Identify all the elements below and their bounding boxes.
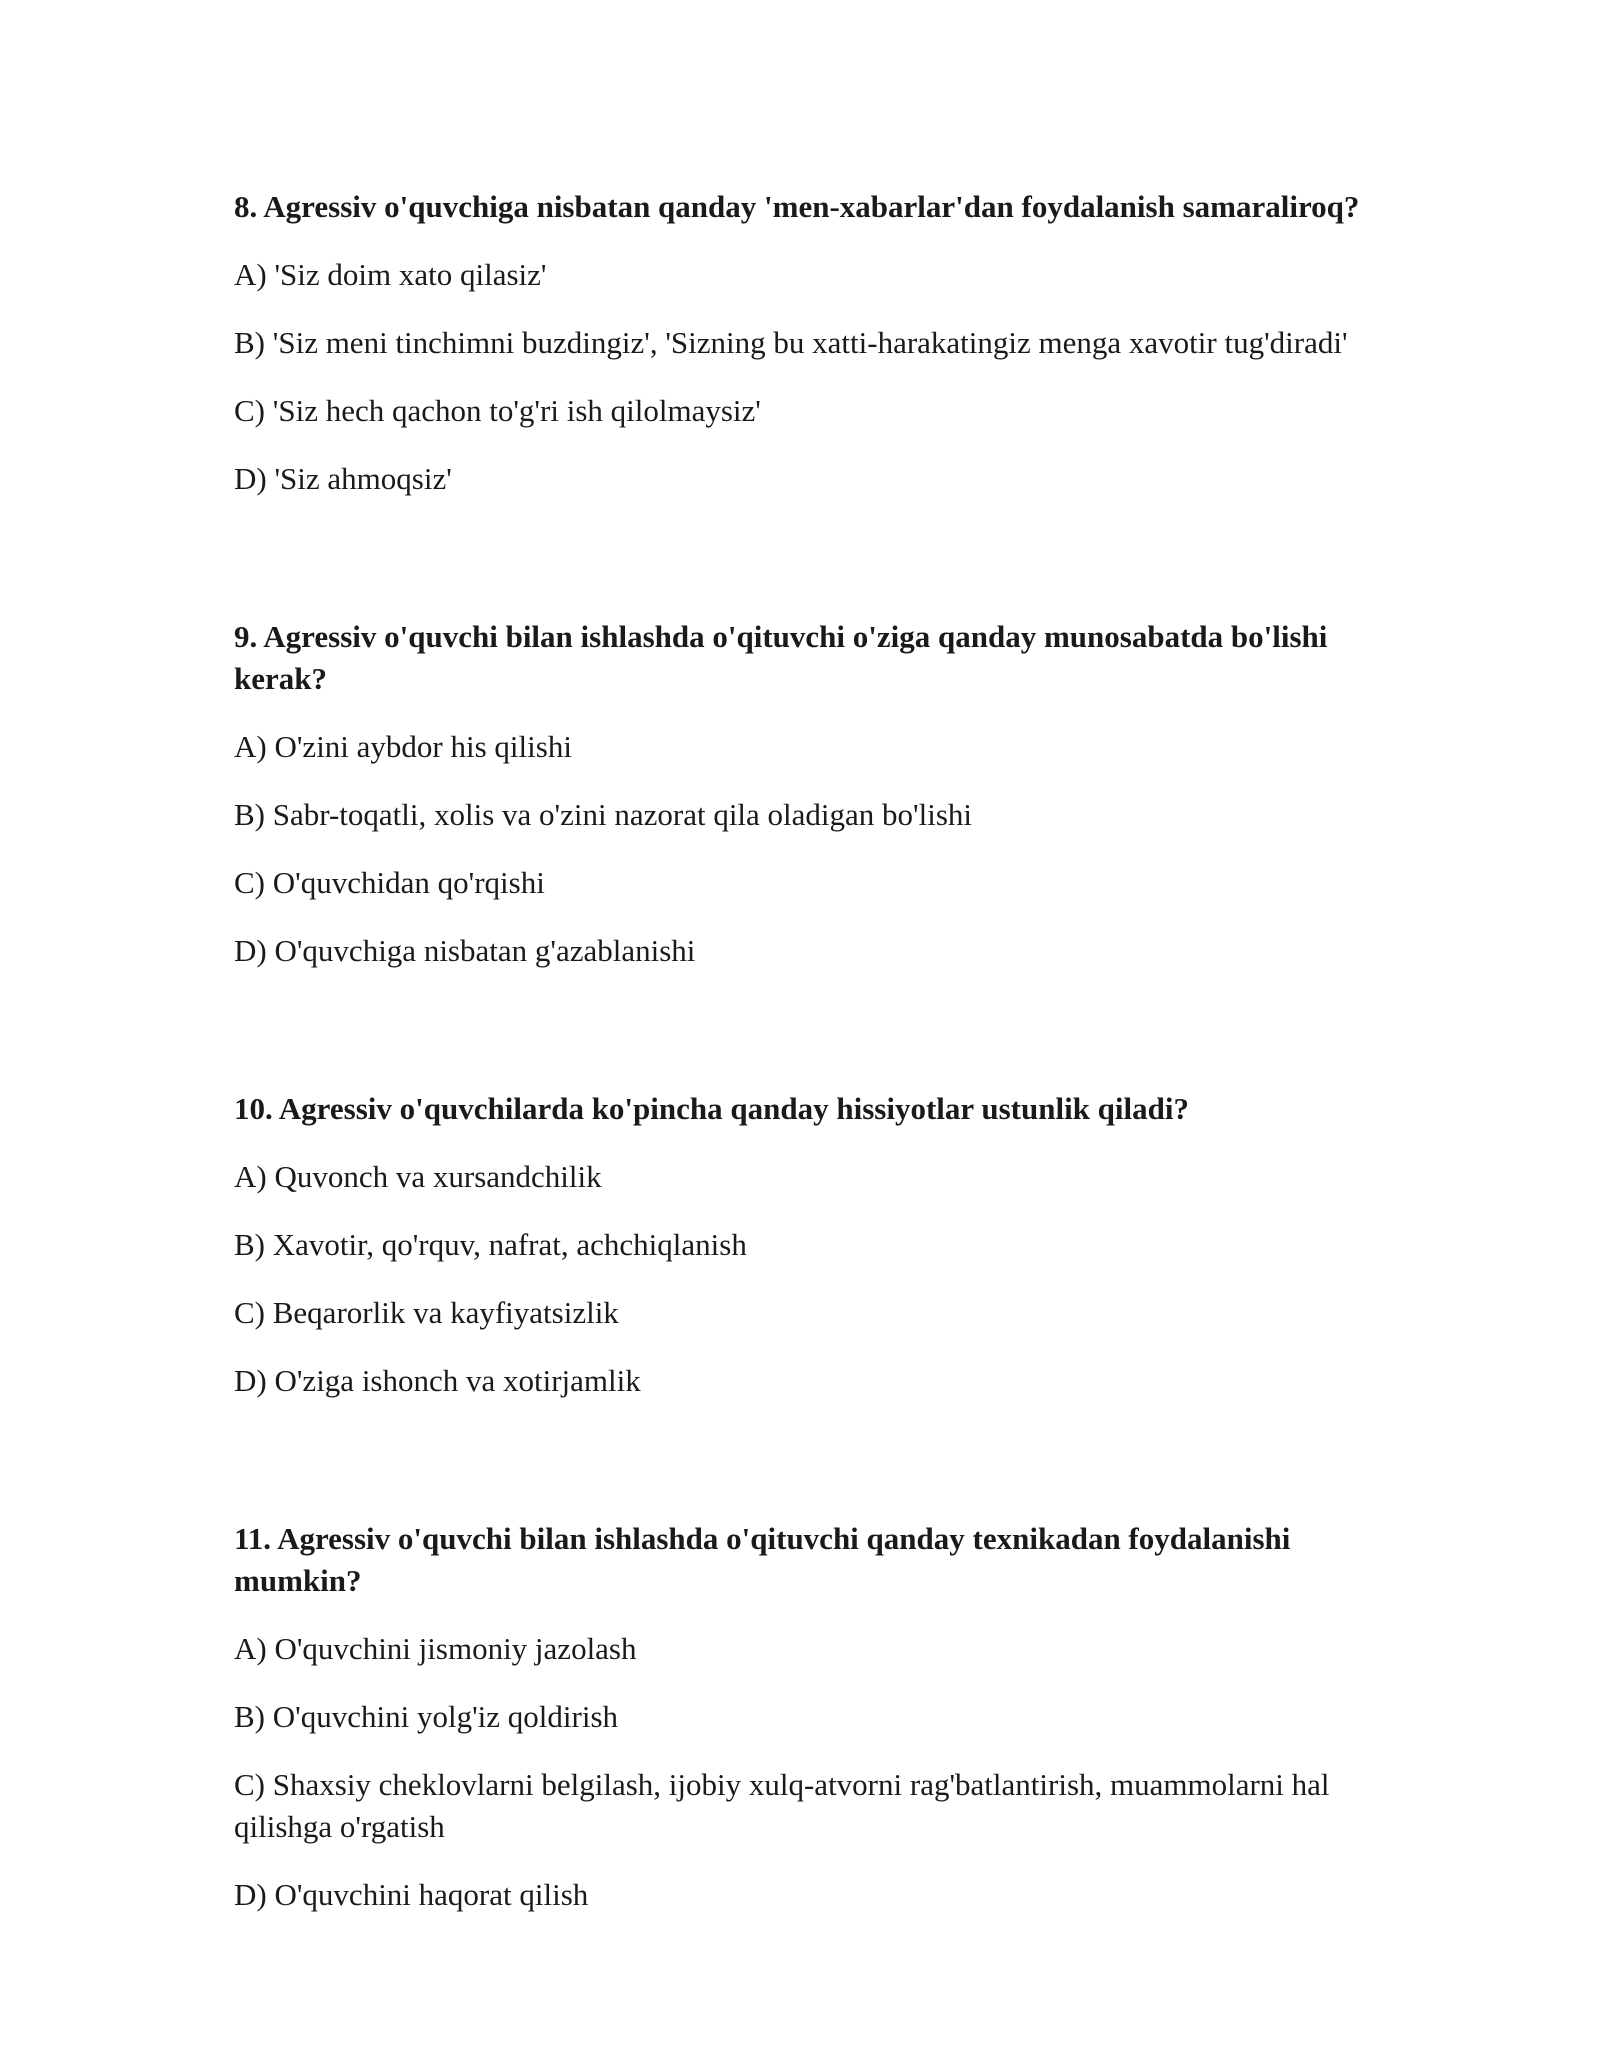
option-c: C) 'Siz hech qachon to'g'ri ish qilolmaysiz' [234, 393, 761, 428]
option-a: A) Quvonch va xursandchilik [234, 1159, 602, 1194]
question-text: 9. Agressiv o'quvchi bilan ishlashda o'qituvchi o'ziga qanday munosabatda bo'lishi kerak? [234, 619, 1328, 696]
question-10 [234, 1088, 1374, 1402]
question-spacer [234, 1402, 1374, 1518]
option-d: D) O'quvchiga nisbatan g'azablanishi [234, 933, 696, 968]
option-d: D) O'quvchini haqorat qilish [234, 1877, 589, 1912]
question-text: 11. Agressiv o'quvchi bilan ishlashda o'qituvchi qanday texnikadan foydalanishi mumkin? [234, 1521, 1291, 1598]
question-9 [234, 616, 1374, 972]
question-11 [234, 1518, 1374, 1916]
question-text: 10. Agressiv o'quvchilarda ko'pincha qanday hissiyotlar ustunlik qiladi? [234, 1091, 1189, 1126]
option-c: C) Shaxsiy cheklovlarni belgilash, ijobiy xulq-atvorni rag'batlantirish, muammolarni hal qilishga o'rgatish [234, 1767, 1330, 1844]
document-page [234, 186, 1374, 1916]
option-b: B) Sabr-toqatli, xolis va o'zini nazorat qila oladigan bo'lishi [234, 797, 973, 832]
option-b: B) 'Siz meni tinchimni buzdingiz', 'Sizning bu xatti-harakatingiz menga xavotir tug'diradi' [234, 325, 1348, 360]
option-c: C) O'quvchidan qo'rqishi [234, 865, 545, 900]
option-a: A) O'zini aybdor his qilishi [234, 729, 572, 764]
option-d: D) 'Siz ahmoqsiz' [234, 461, 452, 496]
question-text: 8. Agressiv o'quvchiga nisbatan qanday 'men-xabarlar'dan foydalanish samaraliroq? [234, 189, 1360, 224]
question-spacer [234, 500, 1374, 616]
option-c: C) Beqarorlik va kayfiyatsizlik [234, 1295, 619, 1330]
option-d: D) O'ziga ishonch va xotirjamlik [234, 1363, 641, 1398]
option-a: A) O'quvchini jismoniy jazolash [234, 1631, 637, 1666]
question-spacer [234, 972, 1374, 1088]
option-b: B) Xavotir, qo'rquv, nafrat, achchiqlanish [234, 1227, 747, 1262]
option-a: A) 'Siz doim xato qilasiz' [234, 257, 547, 292]
question-8 [234, 186, 1374, 500]
option-b: B) O'quvchini yolg'iz qoldirish [234, 1699, 619, 1734]
